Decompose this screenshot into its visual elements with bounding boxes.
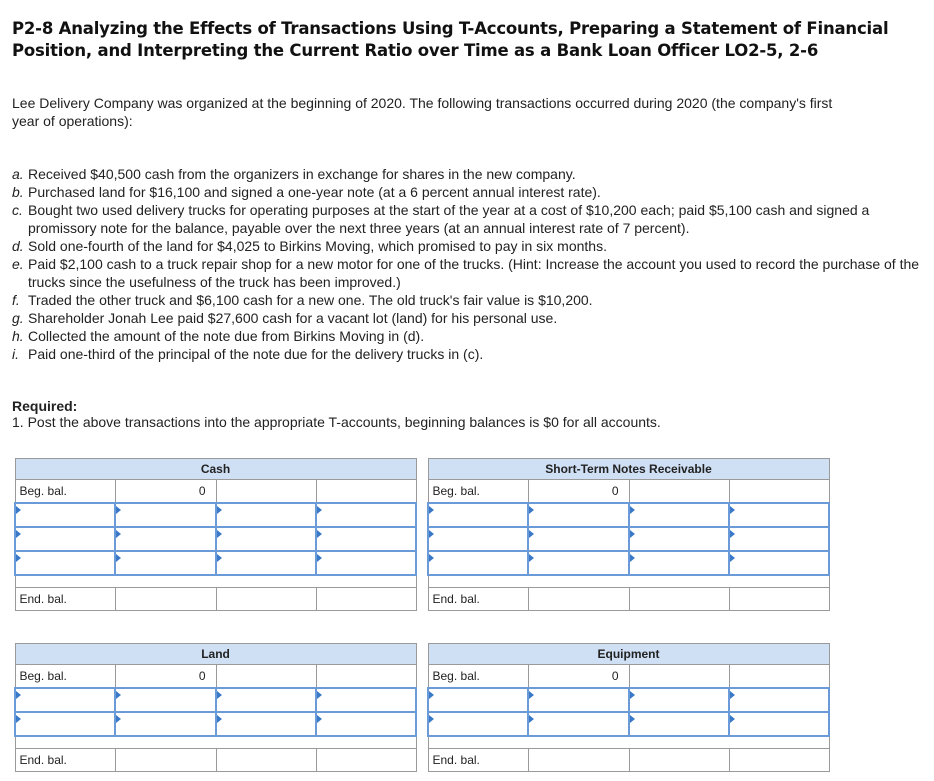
equipment-beg-bal-label: Beg. bal. [428, 665, 528, 689]
equipment-credit-label-input[interactable] [629, 688, 729, 712]
transaction-g: g. Shareholder Jonah Lee paid $27,600 cash for a vacant lot (land) for his personal use. [12, 310, 558, 326]
land-debit-amount-input[interactable] [115, 688, 216, 712]
equipment-beg-bal-value: 0 [528, 665, 629, 689]
cash-credit-amount-input[interactable] [316, 527, 416, 551]
intro-text [12, 94, 934, 130]
transaction-h: h. Collected the amount of the note due from Birkins Moving in (d). [12, 328, 425, 344]
stnr-debit-amount-input[interactable] [528, 527, 629, 551]
equipment-debit-label-input[interactable] [428, 688, 528, 712]
cash-debit-amount-input[interactable] [115, 503, 216, 527]
cash-t-account [14, 458, 417, 611]
equipment-credit-amount-input[interactable] [729, 712, 829, 736]
cash-beg-bal-label: Beg. bal. [15, 480, 115, 504]
stnr-debit-amount-input[interactable] [528, 503, 629, 527]
stnr-end-bal-label: End. bal. [428, 588, 528, 611]
transaction-c: c. Bought two used delivery trucks for operating purposes at the start of the year at a cost of $10,200 each; paid $5,100 cash and signed a promissory note for the balance, payable over the next three years (at an annual interest rate of 7 percent). [12, 202, 870, 236]
cash-beg-bal-value: 0 [115, 480, 216, 504]
transaction-e: e. Paid $2,100 cash to a truck repair shop for a new motor for one of the trucks. (Hint: Increase the account you used to record the purchase of the trucks since the usefulness of the truck has been improved.) [12, 256, 920, 290]
required-item-1: 1. Post the above transactions into the appropriate T-accounts, beginning balances is $0 for all accounts. [12, 414, 661, 430]
land-debit-label-input[interactable] [15, 688, 115, 712]
transaction-d: d. Sold one-fourth of the land for $4,025 to Birkins Moving, which promised to pay in six months. [12, 238, 607, 254]
stnr-credit-amount-input[interactable] [729, 503, 829, 527]
land-debit-label-input[interactable] [15, 712, 115, 736]
transaction-f: f. Traded the other truck and $6,100 cash for a new one. The old truck's fair value is $10,200. [12, 292, 593, 308]
cash-end-bal-value [115, 588, 216, 611]
land-credit-amount-input[interactable] [316, 688, 416, 712]
transaction-b: b. Purchased land for $16,100 and signed a one-year note (at a 6 percent annual interest rate). [12, 184, 601, 200]
equipment-debit-amount-input[interactable] [528, 712, 629, 736]
stnr-debit-label-input[interactable] [428, 551, 528, 575]
intro-line-2: year of operations): [12, 113, 133, 129]
land-credit-amount-input[interactable] [316, 712, 416, 736]
transaction-a: a. Received $40,500 cash from the organizers in exchange for shares in the new company. [12, 166, 576, 182]
stnr-credit-amount-input[interactable] [729, 527, 829, 551]
equipment-credit-amount-input[interactable] [729, 688, 829, 712]
stnr-credit-label-input[interactable] [629, 551, 729, 575]
cash-credit-amount-input[interactable] [316, 551, 416, 575]
land-account-name: Land [15, 644, 416, 665]
land-credit-label-input[interactable] [216, 712, 316, 736]
cash-credit-cell [216, 480, 316, 504]
land-end-bal-label: End. bal. [15, 749, 115, 772]
cash-debit-label-input[interactable] [15, 551, 115, 575]
stnr-credit-amount-input[interactable] [729, 551, 829, 575]
land-debit-amount-input[interactable] [115, 712, 216, 736]
stnr-debit-amount-input[interactable] [528, 551, 629, 575]
land-beg-bal-label: Beg. bal. [15, 665, 115, 689]
stnr-credit-label-input[interactable] [629, 527, 729, 551]
transaction-list [12, 165, 932, 363]
cash-account-name: Cash [15, 459, 416, 480]
stnr-credit-label-input[interactable] [629, 503, 729, 527]
cash-end-bal-label: End. bal. [15, 588, 115, 611]
equipment-credit-label-input[interactable] [629, 712, 729, 736]
equipment-debit-label-input[interactable] [428, 712, 528, 736]
equipment-t-account [427, 643, 830, 772]
cash-debit-amount-input[interactable] [115, 551, 216, 575]
land-credit-label-input[interactable] [216, 688, 316, 712]
cash-debit-amount-input[interactable] [115, 527, 216, 551]
equipment-debit-amount-input[interactable] [528, 688, 629, 712]
cash-credit-label-input[interactable] [216, 503, 316, 527]
cash-credit-label-input[interactable] [216, 551, 316, 575]
required-heading: Required: [12, 398, 78, 414]
cash-credit-label-input[interactable] [216, 527, 316, 551]
equipment-end-bal-label: End. bal. [428, 749, 528, 772]
stnr-beg-bal-value: 0 [528, 480, 629, 504]
stnr-account-name: Short-Term Notes Receivable [428, 459, 829, 480]
stnr-t-account [427, 458, 830, 611]
stnr-beg-bal-label: Beg. bal. [428, 480, 528, 504]
cash-credit-cell [316, 480, 416, 504]
intro-line-1: Lee Delivery Company was organized at the beginning of 2020. The following transactions occurred during 2020 (the company's first [12, 95, 833, 111]
problem-title: P2-8 Analyzing the Effects of Transactions Using T-Accounts, Preparing a Statement of Financial Position, and Interpreting the Current Ratio over Time as a Bank Loan Officer LO2-5, 2-6 [12, 19, 889, 60]
equipment-account-name: Equipment [428, 644, 829, 665]
stnr-debit-label-input[interactable] [428, 527, 528, 551]
cash-debit-label-input[interactable] [15, 503, 115, 527]
cash-debit-label-input[interactable] [15, 527, 115, 551]
land-beg-bal-value: 0 [115, 665, 216, 689]
land-t-account [14, 643, 417, 772]
cash-credit-amount-input[interactable] [316, 503, 416, 527]
stnr-debit-label-input[interactable] [428, 503, 528, 527]
transaction-i: i. Paid one-third of the principal of the note due for the delivery trucks in (c). [12, 346, 484, 362]
